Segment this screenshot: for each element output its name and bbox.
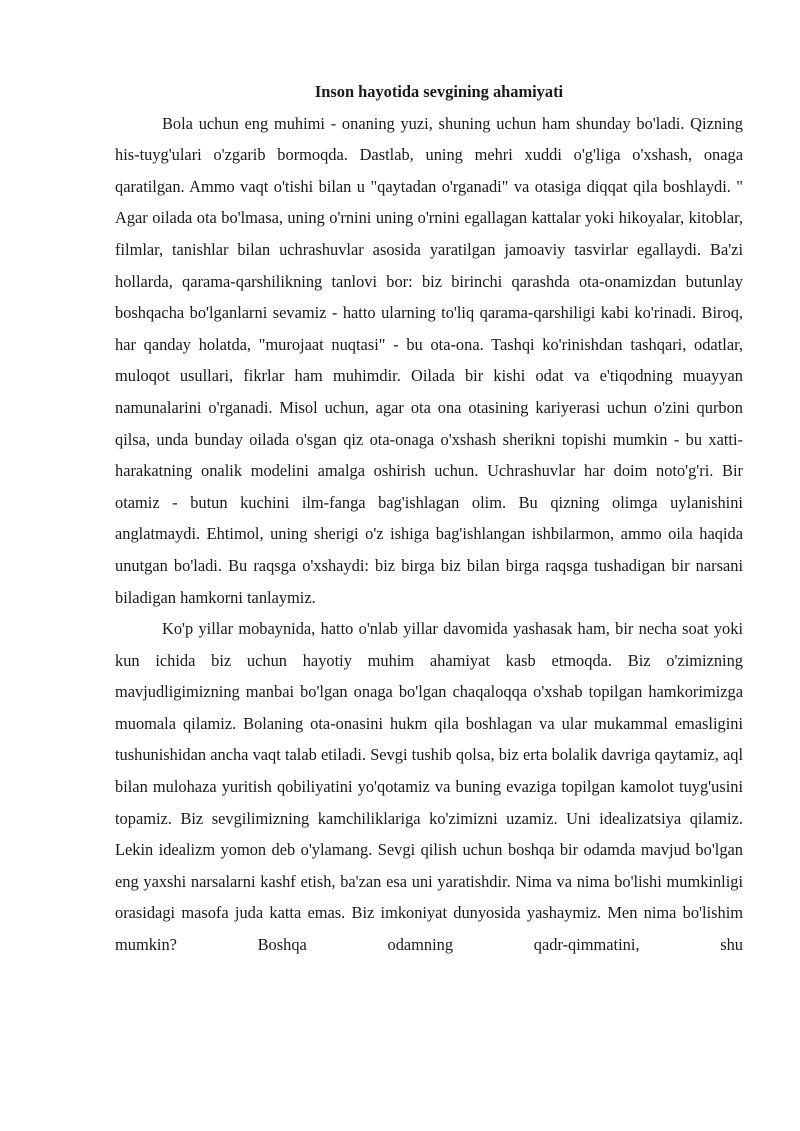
paragraph-2: Ko'p yillar mobaynida, hatto o'nlab yillar davomida yashasak ham, bir necha soat yoki kun ichida biz uchun hayotiy muhim ahamiyat kasb etmoqda. Biz o'zimizning mavjudligimizning manbai bo'lgan onaga bo'lgan chaqaloqqa o'xshab topilgan hamkorimizga muomala qilamiz. Bolaning ota-onasini hukm qila boshlagan va ular mukammal emasligini tushunishidan ancha vaqt talab etiladi. Sevgi tushib qolsa, biz erta bolalik davriga qaytamiz, aql bilan mulohaza yuritish qobiliyatini yo'qotamiz va buning evaziga topilgan kamolot tuyg'usini topamiz. Biz sevgilimizning kamchiliklariga ko'zimizni uzamiz. Uni idealizatsiya qilamiz. Lekin idealizm yomon deb o'ylamang. Sevgi qilish uchun boshqa bir odamda mavjud bo'lgan eng yaxshi narsalarni kashf etish, ba'zan esa uni yaratishdir. Nima va nima bo'lishi mumkinligi orasidagi masofa juda katta emas. Biz imkoniyat dunyosida yashaymiz. Men nima bo'lishim mumkin? Boshqa odamning qadr-qimmatini, shu [115, 619, 743, 955]
document-title: Inson hayotida sevgining ahamiyati [314, 82, 564, 101]
document-body [115, 76, 743, 961]
paragraph-1: Bola uchun eng muhimi - onaning yuzi, shuning uchun ham shunday bo'ladi. Qizning his-tuyg'ulari o'zgarib bormoqda. Dastlab, uning mehri xuddi o'g'liga o'xshash, onaga qaratilgan. Ammo vaqt o'tishi bilan u "qaytadan o'rganadi" va otasiga diqqat qila boshlaydi. " Agar oilada ota bo'lmasa, uning o'rnini uning o'rnini egallagan kattalar yoki hikoyalar, kitoblar, filmlar, tanishlar bilan uchrashuvlar asosida yaratilgan jamoaviy tasvirlar egallaydi. Ba'zi hollarda, qarama-qarshilikning tanlovi bor: biz birinchi qarashda ota-onamizdan butunlay boshqacha bo'lganlarni sevamiz - hatto ularning to'liq qarama-qarshiligi kabi ko'rinadi. Biroq, har qanday holatda, "murojaat nuqtasi" - bu ota-ona. Tashqi ko'rinishdan tashqari, odatlar, muloqot usullari, fikrlar ham muhimdir. Oilada bir kishi odat va e'tiqodning muayyan namunalarini o'rganadi. Misol uchun, agar ota ona otasining kariyerasi uchun o'zini qurbon qilsa, unda bunday oilada o'sgan qiz ota-onaga o'xshash sherikni topishi mumkin - bu xatti-harakatning onalik modelini amalga oshirish uchun. Uchrashuvlar har doim noto'g'ri. Bir otamiz - butun kuchini ilm-fanga bag'ishlagan olim. Bu qizning olimga uylanishini anglatmaydi. Ehtimol, uning sherigi o'z ishiga bag'ishlangan ishbilarmon, ammo oila haqida unutgan bo'ladi. Bu raqsga o'xshaydi: biz birga biz bilan birga raqsga tushadigan bir narsani biladigan hamkorni tanlaymiz. [115, 113, 743, 607]
